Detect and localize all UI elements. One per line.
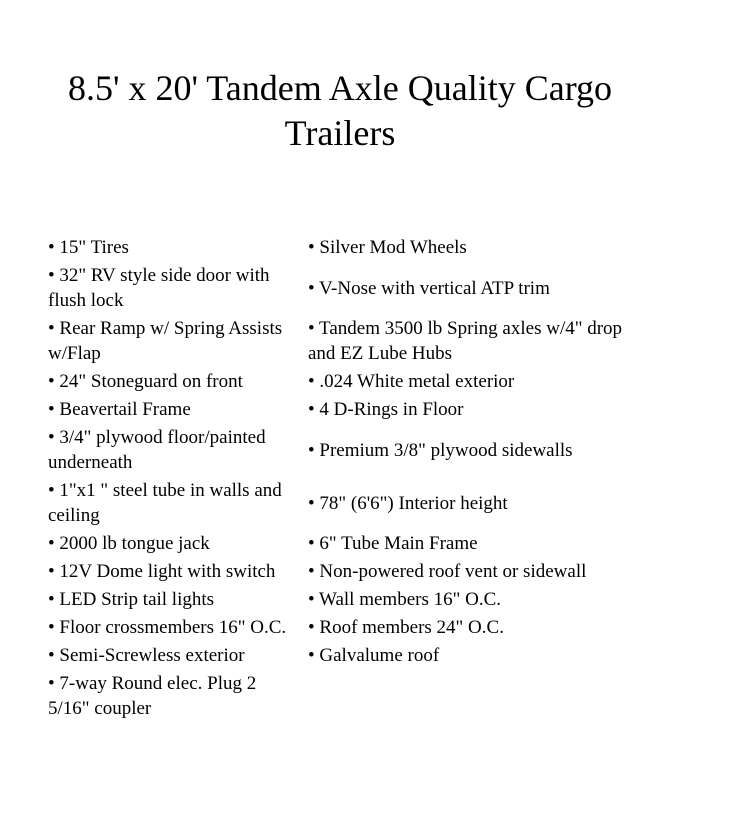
feature-item-left: • 24" Stoneguard on front <box>48 371 243 392</box>
feature-item-left: • 7-way Round elec. Plug 2 5/16" coupler <box>48 673 257 719</box>
feature-item-right: • Non-powered roof vent or sidewall <box>308 561 587 582</box>
document-title: 8.5' x 20' Tandem Axle Quality Cargo Trailers <box>67 68 613 153</box>
features-row <box>46 670 630 723</box>
feature-item-right: • Wall members 16" O.C. <box>308 589 502 610</box>
feature-item-left: • Semi-Screwless exterior <box>48 645 245 666</box>
feature-item-left: • 2000 lb tongue jack <box>48 533 210 554</box>
feature-item-left: • 12V Dome light with switch <box>48 561 276 582</box>
features-row <box>46 396 630 424</box>
features-row <box>46 642 630 670</box>
feature-item-left: • Beavertail Frame <box>48 399 191 420</box>
feature-item-left: • LED Strip tail lights <box>48 589 215 610</box>
feature-item-left: • Floor crossmembers 16" O.C. <box>48 617 287 638</box>
feature-item-right: • 4 D-Rings in Floor <box>308 399 464 420</box>
features-row <box>46 368 630 396</box>
feature-item-right: • .024 White metal exterior <box>308 371 515 392</box>
feature-item-left: • 32" RV style side door with flush lock <box>48 265 270 311</box>
features-table <box>46 234 630 723</box>
features-row <box>46 262 630 315</box>
feature-item-left: • 3/4" plywood floor/painted underneath <box>48 427 266 473</box>
feature-item-right: • 78" (6'6") Interior height <box>308 492 508 514</box>
features-row <box>46 424 630 477</box>
feature-item-right: • 6" Tube Main Frame <box>308 533 478 554</box>
feature-item-right: • V-Nose with vertical ATP trim <box>308 277 550 299</box>
features-row <box>46 558 630 586</box>
feature-item-left: • Rear Ramp w/ Spring Assists w/Flap <box>48 318 283 364</box>
feature-item-right: • Silver Mod Wheels <box>308 237 467 258</box>
feature-item-right: • Galvalume roof <box>308 645 440 666</box>
features-table-body <box>46 234 630 723</box>
features-row <box>46 530 630 558</box>
feature-item-left: • 1"x1 " steel tube in walls and ceiling <box>48 480 282 526</box>
feature-item-right: • Premium 3/8" plywood sidewalls <box>308 439 573 461</box>
features-row <box>46 315 630 368</box>
features-row <box>46 614 630 642</box>
features-row <box>46 234 630 262</box>
features-row <box>46 586 630 614</box>
features-row <box>46 477 630 530</box>
feature-item-right: • Roof members 24" O.C. <box>308 617 504 638</box>
feature-item-right: • Tandem 3500 lb Spring axles w/4" drop and EZ Lube Hubs <box>308 318 623 364</box>
feature-item-left: • 15" Tires <box>48 237 129 258</box>
feature-item-right <box>304 670 630 723</box>
